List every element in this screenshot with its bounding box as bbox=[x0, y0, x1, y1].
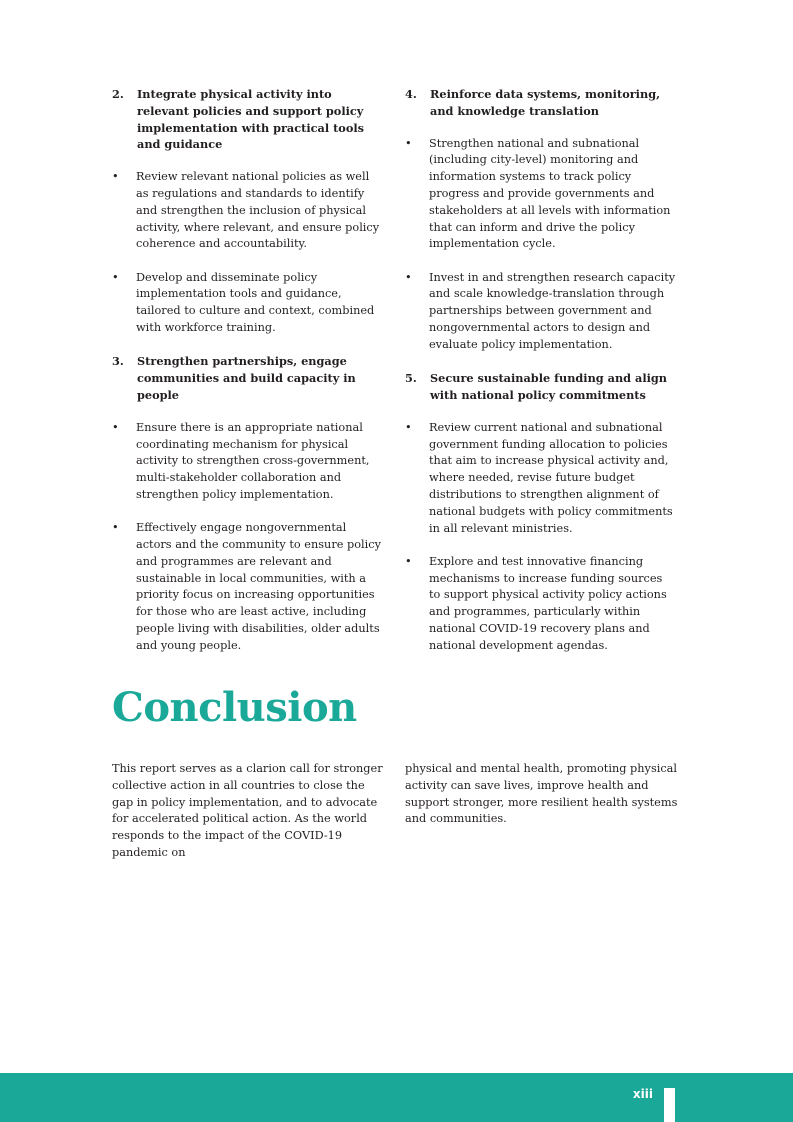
list-item-text: Review relevant national policies as well as regulations and standards to identify and strengthen the inclusion of physical activity, where relevant, and ensure policy coherence and accountability. bbox=[136, 170, 380, 251]
list-item-text: Effectively engage nongovernmental actors and the community to ensure policy and programmes are relevant and sustainable in local communities, with a priority focus on increasing opportunities for those who are least active, including people living with disabilities, older adults and young people. bbox=[136, 521, 381, 652]
page-marker bbox=[664, 1088, 675, 1122]
list-item bbox=[405, 136, 677, 254]
list-item bbox=[112, 520, 384, 654]
page-number: xiii bbox=[632, 1087, 653, 1101]
section-number: 4. bbox=[405, 87, 417, 101]
bullet-icon: • bbox=[112, 170, 119, 184]
list-item bbox=[112, 270, 384, 337]
bullet-icon: • bbox=[112, 420, 119, 434]
list-item bbox=[112, 420, 384, 504]
conclusion-paragraph-left: This report serves as a clarion call for stronger collective action in all countries to close the gap in policy implementation, and to advocate for accelerated political action. As the world responds to the impact of the COVID-19 pandemic on bbox=[112, 762, 383, 859]
conclusion-heading: Conclusion bbox=[112, 684, 357, 731]
section-title: Strengthen partnerships, engage communities and build capacity in people bbox=[137, 354, 356, 402]
bullet-icon: • bbox=[405, 554, 412, 568]
section-heading-5 bbox=[405, 370, 677, 404]
section-title: Reinforce data systems, monitoring, and knowledge translation bbox=[430, 87, 661, 118]
list-item bbox=[405, 270, 677, 354]
list-item bbox=[112, 169, 384, 253]
list-item bbox=[405, 554, 677, 655]
section-title: Secure sustainable funding and align with national policy commitments bbox=[430, 371, 668, 402]
list-item-text: Develop and disseminate policy implementation tools and guidance, tailored to culture and context, combined with workforce training. bbox=[136, 270, 375, 335]
left-column bbox=[112, 86, 384, 671]
bullet-icon: • bbox=[405, 270, 412, 284]
section-heading-4 bbox=[405, 86, 677, 120]
section-number: 3. bbox=[112, 354, 124, 369]
section-heading-2 bbox=[112, 86, 384, 153]
right-column bbox=[405, 86, 677, 671]
list-item-text: Explore and test innovative financing mechanisms to increase funding sources to support physical activity policy actions and programmes, particularly within national COVID-19 recovery plans and national development agendas. bbox=[429, 554, 667, 652]
bullet-icon: • bbox=[405, 136, 412, 150]
bullet-icon: • bbox=[112, 521, 119, 535]
list-item-text: Review current national and subnational government funding allocation to policies that aim to increase physical activity and, where needed, revise future budget distributions to strengthen alignment of national budgets with policy commitments in all relevant ministries. bbox=[429, 420, 673, 535]
footer-bar bbox=[0, 1073, 793, 1122]
section-title: Integrate physical activity into relevant policies and support policy implementation with practical tools and guidance bbox=[137, 87, 365, 152]
list-item-text: Strengthen national and subnational (including city-level) monitoring and information systems to track policy progress and provide governments and stakeholders at all levels with information that can inform and drive the policy implementation cycle. bbox=[429, 136, 671, 251]
list-item-text: Invest in and strengthen research capacity and scale knowledge-translation through partnerships between government and nongovernmental actors to design and evaluate policy implementation. bbox=[429, 270, 676, 351]
bullet-icon: • bbox=[112, 270, 119, 284]
section-number: 2. bbox=[112, 87, 124, 101]
list-item-text: Ensure there is an appropriate national coordinating mechanism for physical activity to strengthen cross-government, multi-stakeholder collaboration and strengthen policy implementation. bbox=[136, 420, 370, 501]
section-number: 5. bbox=[405, 371, 417, 386]
bullet-icon: • bbox=[405, 420, 412, 434]
list-item bbox=[405, 420, 677, 538]
conclusion-paragraph-right: physical and mental health, promoting physical activity can save lives, improve health and support stronger, more resilient health systems and communities. bbox=[405, 762, 678, 826]
section-heading-3 bbox=[112, 353, 384, 403]
